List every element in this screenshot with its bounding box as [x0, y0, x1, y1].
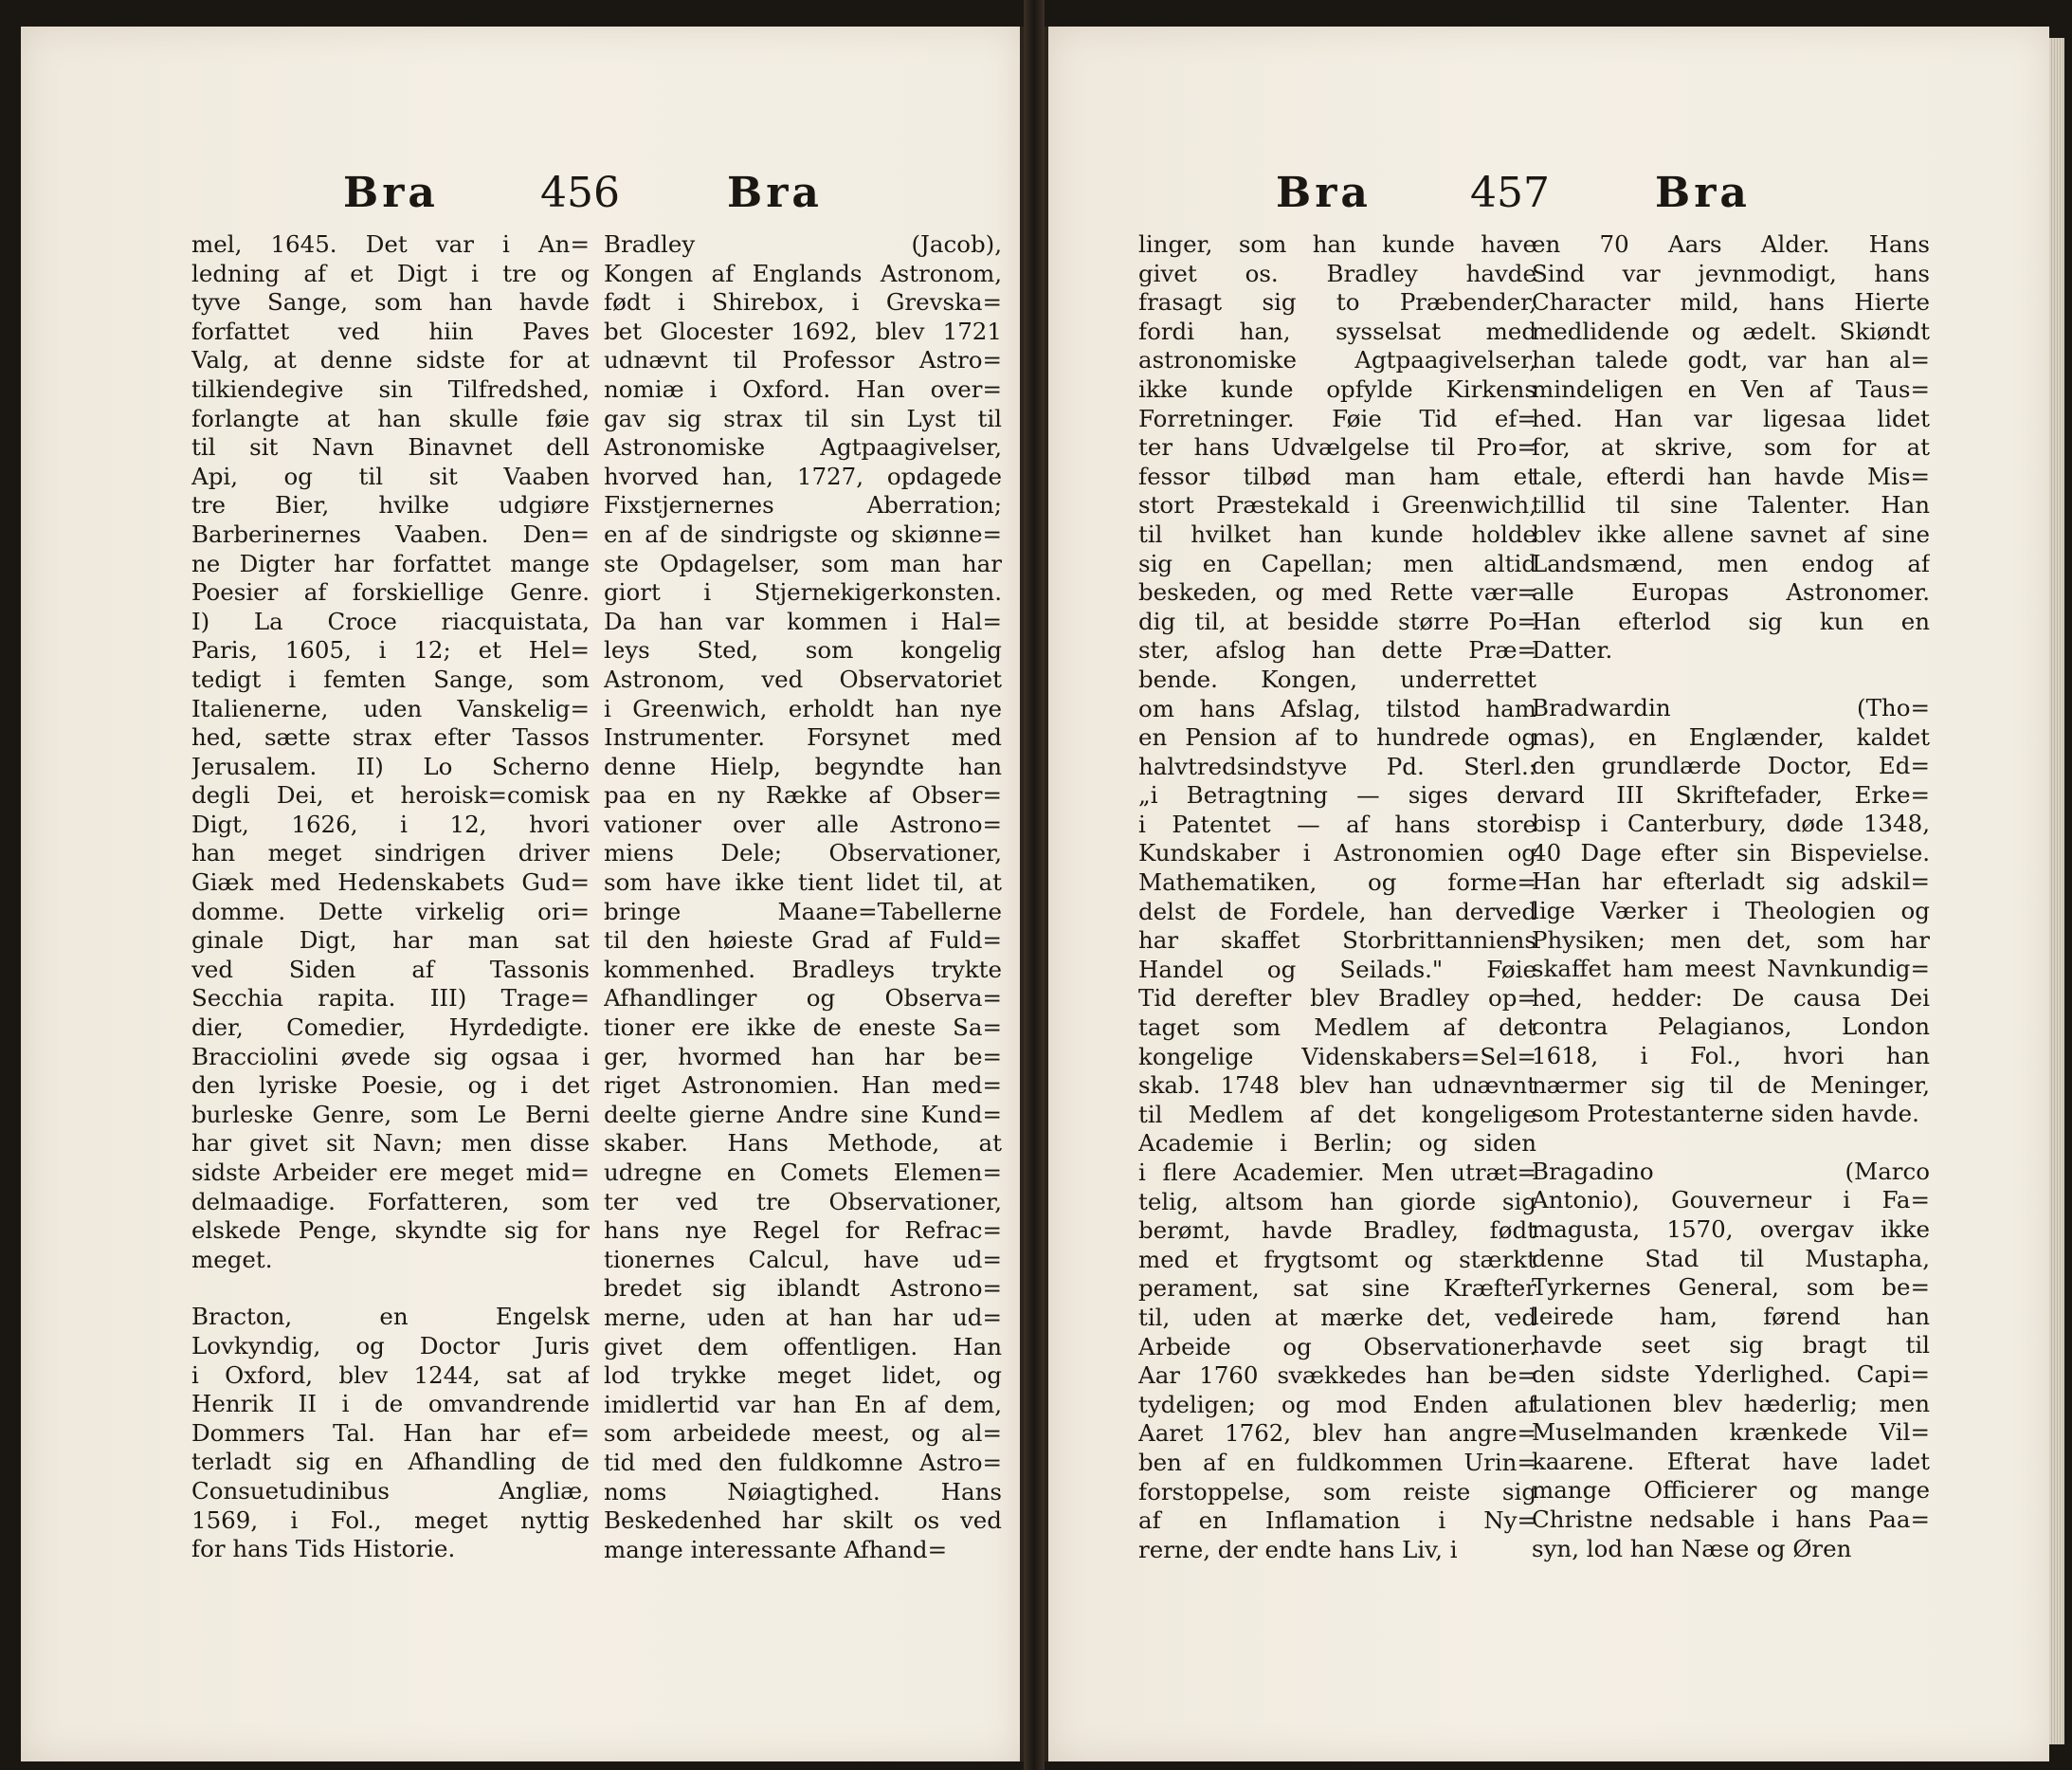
text-line: givet os. Bradley havde [1138, 259, 1536, 287]
text-line: Api, og til sit Vaaben [191, 462, 590, 490]
paragraph-gap [191, 1274, 590, 1303]
text-line: Sind var jevnmodigt, hans [1532, 259, 1930, 287]
text-line: Da han var kommen i Hal= [604, 607, 1002, 635]
book-gutter [1024, 0, 1045, 1770]
text-line: mange interessante Afhand= [604, 1535, 948, 1563]
text-line: bringe Maane=Tabellerne [604, 897, 1002, 925]
text-line: dier, Comedier, Hyrdedigte. [191, 1013, 590, 1042]
text-line: denne Hielp, begyndte han [604, 752, 1002, 780]
text-line: Bradley (Jacob), [604, 230, 1002, 258]
text-line: beskeden, og med Rette vær= [1138, 578, 1536, 607]
text-line: delst de Fordele, han derved [1138, 897, 1536, 925]
text-line: meget. [191, 1245, 273, 1273]
text-line: Character mild, hans Hierte [1532, 288, 1930, 317]
left-page [21, 27, 1024, 1761]
text-line: nomiæ i Oxford. Han over= [604, 374, 1002, 403]
right-page [1045, 27, 2049, 1761]
text-line: Aar 1760 svækkedes han be= [1138, 1361, 1536, 1390]
text-line: til Medlem af det kongelige [1138, 1100, 1536, 1128]
text-line: Academie i Berlin; og siden [1138, 1129, 1536, 1158]
text-line: bredet sig iblandt Astrono= [604, 1274, 1002, 1303]
text-line: stort Præstekald i Greenwich, [1138, 491, 1536, 520]
text-line: Paris, 1605, i 12; et Hel= [191, 636, 590, 665]
text-line: Bradwardin (Tho= [1532, 693, 1930, 721]
text-line: hed. Han var ligesaa lidet [1532, 404, 1930, 432]
text-line: Bracton, en Engelsk [191, 1303, 590, 1331]
text-line: Christne nedsable i hans Paa= [1532, 1505, 1930, 1533]
text-line: tilkiendegive sin Tilfredshed, [191, 374, 590, 403]
text-line: noms Nøiagtighed. Hans [604, 1477, 1002, 1505]
text-line: tioner ere ikke de eneste Sa= [604, 1013, 1002, 1042]
text-line: sig en Capellan; men altid [1138, 549, 1536, 577]
text-line: Poesier af forskiellige Genre. [191, 578, 590, 607]
text-line: skab. 1748 blev han udnævnt [1138, 1071, 1536, 1100]
text-line: perament, sat sine Kræfter [1138, 1274, 1536, 1303]
right-page-header [1048, 169, 2049, 235]
text-line: rerne, der endte hans Liv, i [1138, 1535, 1458, 1563]
left-page-column-2 [604, 230, 1002, 1564]
text-line: forfattet ved hiin Paves [191, 317, 590, 345]
text-line: ledning af et Digt i tre og [191, 259, 590, 287]
left-headword-left: Bra [343, 169, 439, 217]
text-line: Italienerne, uden Vanskelig= [191, 694, 590, 722]
text-line: mindeligen en Ven af Taus= [1532, 374, 1930, 403]
text-line: som arbeidede meest, og al= [604, 1419, 1002, 1448]
text-line: tillid til sine Talenter. Han [1532, 491, 1930, 520]
text-line: vard III Skriftefader, Erke= [1532, 780, 1930, 809]
text-line: delmaadige. Forfatteren, som [191, 1187, 590, 1215]
text-line: 1618, i Fol., hvori han [1532, 1042, 1930, 1070]
text-line: Beskedenhed har skilt os ved [604, 1506, 1002, 1535]
text-line: hvorved han, 1727, opdagede [604, 462, 1002, 490]
text-line: tydeligen; og mod Enden af [1138, 1390, 1536, 1418]
text-line: har givet sit Navn; men disse [191, 1129, 590, 1158]
text-line: vationer over alle Astrono= [604, 810, 1002, 838]
right-page-column-1 [1138, 230, 1536, 1564]
text-line: „i Betragtning — siges der [1138, 781, 1536, 810]
text-line: leirede ham, førend han [1532, 1302, 1930, 1330]
text-line: ikke kunde opfylde Kirkens [1138, 374, 1536, 403]
text-line: ster, afslog han dette Præ= [1138, 636, 1536, 665]
text-line: ger, hvormed han har be= [604, 1042, 1002, 1070]
text-line: en 70 Aars Alder. Hans [1532, 230, 1930, 258]
text-line: ste Opdagelser, som man har [604, 549, 1002, 577]
text-line: Tid derefter blev Bradley op= [1138, 984, 1536, 1013]
text-line: Valg, at denne sidste for at [191, 346, 590, 374]
text-line: kommenhed. Bradleys trykte [604, 955, 1002, 983]
text-line: skaber. Hans Methode, at [604, 1129, 1002, 1158]
text-line: syn, lod han Næse og Øren [1532, 1534, 1852, 1562]
text-line: riget Astronomien. Han med= [604, 1071, 1002, 1100]
text-line: Astronomiske Agtpaagivelser, [604, 433, 1002, 462]
text-line: ter ved tre Observationer, [604, 1187, 1002, 1215]
text-line: tre Bier, hvilke udgiøre [191, 491, 590, 520]
text-line: Consuetudinibus Angliæ, [191, 1476, 590, 1505]
text-line: merne, uden at han har ud= [604, 1303, 1002, 1331]
text-line: tid med den fuldkomne Astro= [604, 1448, 1002, 1476]
text-line: Kongen af Englands Astronom, [604, 259, 1002, 287]
left-page-column-1 [191, 230, 590, 1564]
right-page-number: 457 [1470, 169, 1550, 217]
text-line: fordi han, sysselsat med [1138, 317, 1536, 345]
text-line: tionernes Calcul, have ud= [604, 1245, 1002, 1273]
text-line: terladt sig en Afhandling de [191, 1448, 590, 1476]
text-line: gav sig strax til sin Lyst til [604, 404, 1002, 432]
text-line: giort i Stjernekigerkonsten. [604, 578, 1002, 607]
text-line: Aaret 1762, blev han angre= [1138, 1419, 1536, 1448]
text-line: bisp i Canterbury, døde 1348, [1532, 810, 1930, 838]
text-line: givet dem offentligen. Han [604, 1332, 1002, 1360]
text-line: paa en ny Række af Obser= [604, 781, 1002, 810]
text-line: kongelige Videnskabers=Sel= [1138, 1042, 1536, 1070]
text-line: født i Shirebox, i Grevska= [604, 288, 1002, 317]
text-line: hed, hedder: De causa Dei [1532, 983, 1930, 1012]
text-line: lige Værker i Theologien og [1532, 897, 1930, 925]
text-line: Bragadino (Marco [1532, 1157, 1930, 1185]
text-line: tedigt i femten Sange, som [191, 665, 590, 693]
text-line: som have ikke tient lidet til, at [604, 868, 1002, 897]
text-line: Barberinernes Vaaben. Den= [191, 520, 590, 548]
text-line: en af de sindrigste og skiønne= [604, 520, 1002, 548]
text-line: med et frygtsomt og stærkt [1138, 1245, 1536, 1273]
text-line: telig, altsom han giorde sig [1138, 1187, 1536, 1215]
text-line: deelte gierne Andre sine Kund= [604, 1100, 1002, 1128]
text-line: kaarene. Efterat have ladet [1532, 1447, 1930, 1475]
text-line: 1569, i Fol., meget nyttig [191, 1505, 590, 1534]
text-line: til den høieste Grad af Fuld= [604, 926, 1002, 955]
text-line: Kundskaber i Astronomien og [1138, 839, 1536, 867]
paragraph-gap [1532, 1129, 1930, 1158]
right-headword-left: Bra [1276, 169, 1372, 217]
text-line: har skaffet Storbrittanniens [1138, 926, 1536, 955]
text-line: skaffet ham meest Navnkundig= [1532, 955, 1930, 983]
text-line: Han har efterladt sig adskil= [1532, 867, 1930, 896]
right-page-column-2 [1532, 230, 1930, 1563]
text-line: til sit Navn Binavnet dell [191, 433, 590, 462]
text-line: for hans Tids Historie. [191, 1535, 456, 1563]
text-line: burleske Genre, som Le Berni [191, 1100, 590, 1128]
text-line: Jerusalem. II) Lo Scherno [191, 752, 590, 780]
text-line: denne Stad til Mustapha, [1532, 1244, 1930, 1272]
text-line: en Pension af to hundrede og [1138, 723, 1536, 752]
text-line: Antonio), Gouverneur i Fa= [1532, 1186, 1930, 1214]
text-line: mange Officierer og mange [1532, 1476, 1930, 1505]
text-line: til hvilket han kunde holde [1138, 520, 1536, 548]
text-line: i Greenwich, erholdt han nye [604, 694, 1002, 722]
text-line: ter hans Udvælgelse til Pro= [1138, 433, 1536, 462]
text-line: Datter. [1532, 636, 1613, 665]
text-line: den lyriske Poesie, og i det [191, 1071, 590, 1100]
text-line: Physiken; men det, som har [1532, 925, 1930, 954]
text-line: til, uden at mærke det, ved [1138, 1303, 1536, 1331]
text-line: Afhandlinger og Observa= [604, 984, 1002, 1013]
text-line: nærmer sig til de Meninger, [1532, 1070, 1930, 1099]
text-line: Digt, 1626, i 12, hvori [191, 810, 590, 838]
text-line: i flere Academier. Men utræt= [1138, 1159, 1536, 1186]
text-line: medlidende og ædelt. Skiøndt [1532, 317, 1930, 345]
text-line: berømt, havde Bradley, født [1138, 1216, 1536, 1245]
text-line: bende. Kongen, underrettet [1138, 665, 1536, 693]
text-line: mel, 1645. Det var i An= [191, 230, 590, 258]
text-line: fessor tilbød man ham et [1138, 462, 1536, 490]
text-line: Han efterlod sig kun en [1532, 607, 1930, 635]
text-line: Lovkyndig, og Doctor Juris [191, 1331, 590, 1359]
text-line: udregne en Comets Elemen= [604, 1159, 1002, 1186]
text-line: Handel og Seilads." Føie [1138, 955, 1536, 983]
text-line: Landsmænd, men endog af [1532, 549, 1930, 577]
text-line: den grundlærde Doctor, Ed= [1532, 752, 1930, 780]
left-page-header [21, 169, 1020, 235]
text-line: Secchia rapita. III) Trage= [191, 984, 590, 1013]
text-line: frasagt sig to Præbender, [1138, 288, 1536, 317]
text-line: Henrik II i de omvandrende [191, 1390, 590, 1418]
text-line: halvtredsindstyve Pd. Sterl.: [1138, 752, 1536, 780]
text-line: han talede godt, var han al= [1532, 346, 1930, 374]
text-line: Mathematiken, og forme= [1138, 868, 1536, 897]
text-line: Astronom, ved Observatoriet [604, 665, 1002, 693]
text-line: Muselmanden krænkede Vil= [1532, 1418, 1930, 1447]
text-line: lod trykke meget lidet, og [604, 1361, 1002, 1390]
text-line: havde seet sig bragt til [1532, 1331, 1930, 1359]
right-headword-right: Bra [1655, 169, 1751, 217]
text-line: forstoppelse, som reiste sig [1138, 1477, 1536, 1505]
text-line: sidste Arbeider ere meget mid= [191, 1159, 590, 1186]
text-line: hans nye Regel for Refrac= [604, 1216, 1002, 1245]
text-line: ginale Digt, har man sat [191, 926, 590, 955]
page-edges [2049, 38, 2064, 1744]
paragraph-gap [1532, 666, 1930, 694]
text-line: ne Digter har forfattet mange [191, 549, 590, 577]
text-line: Dommers Tal. Han har ef= [191, 1418, 590, 1447]
text-line: mas), en Englænder, kaldet [1532, 722, 1930, 751]
left-page-number: 456 [540, 169, 620, 217]
text-line: den sidste Yderlighed. Capi= [1532, 1359, 1930, 1388]
text-line: I) La Croce riacquistata, [191, 607, 590, 635]
text-line: Instrumenter. Forsynet med [604, 723, 1002, 752]
text-line: tulationen blev hæderlig; men [1532, 1389, 1930, 1417]
text-line: Forretninger. Føie Tid ef= [1138, 404, 1536, 432]
text-line: ben af en fuldkommen Urin= [1138, 1448, 1536, 1476]
text-line: for, at skrive, som for at [1532, 433, 1930, 462]
text-line: 40 Dage efter sin Bispevielse. [1532, 838, 1930, 867]
text-line: Arbeide og Observationer. [1138, 1332, 1536, 1360]
text-line: som Protestanterne siden havde. [1532, 1100, 1919, 1128]
left-headword-right: Bra [727, 169, 823, 217]
text-line: Bracciolini øvede sig ogsaa i [191, 1042, 590, 1070]
text-line: domme. Dette virkelig ori= [191, 897, 590, 925]
text-line: alle Europas Astronomer. [1532, 578, 1930, 607]
text-line: i Patentet — af hans store [1138, 810, 1536, 838]
text-line: om hans Afslag, tilstod ham [1138, 694, 1536, 722]
text-line: Giæk med Hedenskabets Gud= [191, 868, 590, 897]
text-line: imidlertid var han En af dem, [604, 1390, 1002, 1418]
text-line: Tyrkernes General, som be= [1532, 1273, 1930, 1302]
text-line: bet Glocester 1692, blev 1721 [604, 317, 1002, 345]
text-line: udnævnt til Professor Astro= [604, 346, 1002, 374]
text-line: tale, efterdi han havde Mis= [1532, 462, 1930, 490]
text-line: astronomiske Agtpaagivelser, [1138, 346, 1536, 374]
text-line: miens Dele; Observationer, [604, 839, 1002, 867]
text-line: linger, som han kunde have [1138, 230, 1536, 258]
text-line: leys Sted, som kongelig [604, 636, 1002, 665]
text-line: contra Pelagianos, London [1532, 1013, 1930, 1041]
text-line: i Oxford, blev 1244, sat af [191, 1360, 590, 1389]
text-line: han meget sindrigen driver [191, 839, 590, 867]
text-line: taget som Medlem af det [1138, 1013, 1536, 1042]
text-line: hed, sætte strax efter Tassos [191, 723, 590, 752]
text-line: magusta, 1570, overgav ikke [1532, 1215, 1930, 1243]
text-line: tyve Sange, som han havde [191, 288, 590, 317]
text-line: ved Siden af Tassonis [191, 955, 590, 983]
text-line: forlangte at han skulle føie [191, 404, 590, 432]
text-line: blev ikke allene savnet af sine [1532, 520, 1930, 548]
text-line: degli Dei, et heroisk=comisk [191, 781, 590, 810]
text-line: af en Inflamation i Ny= [1138, 1506, 1536, 1535]
text-line: dig til, at besidde større Po= [1138, 607, 1536, 635]
text-line: Fixstjernernes Aberration; [604, 491, 1002, 520]
text-line: elskede Penge, skyndte sig for [191, 1216, 590, 1245]
